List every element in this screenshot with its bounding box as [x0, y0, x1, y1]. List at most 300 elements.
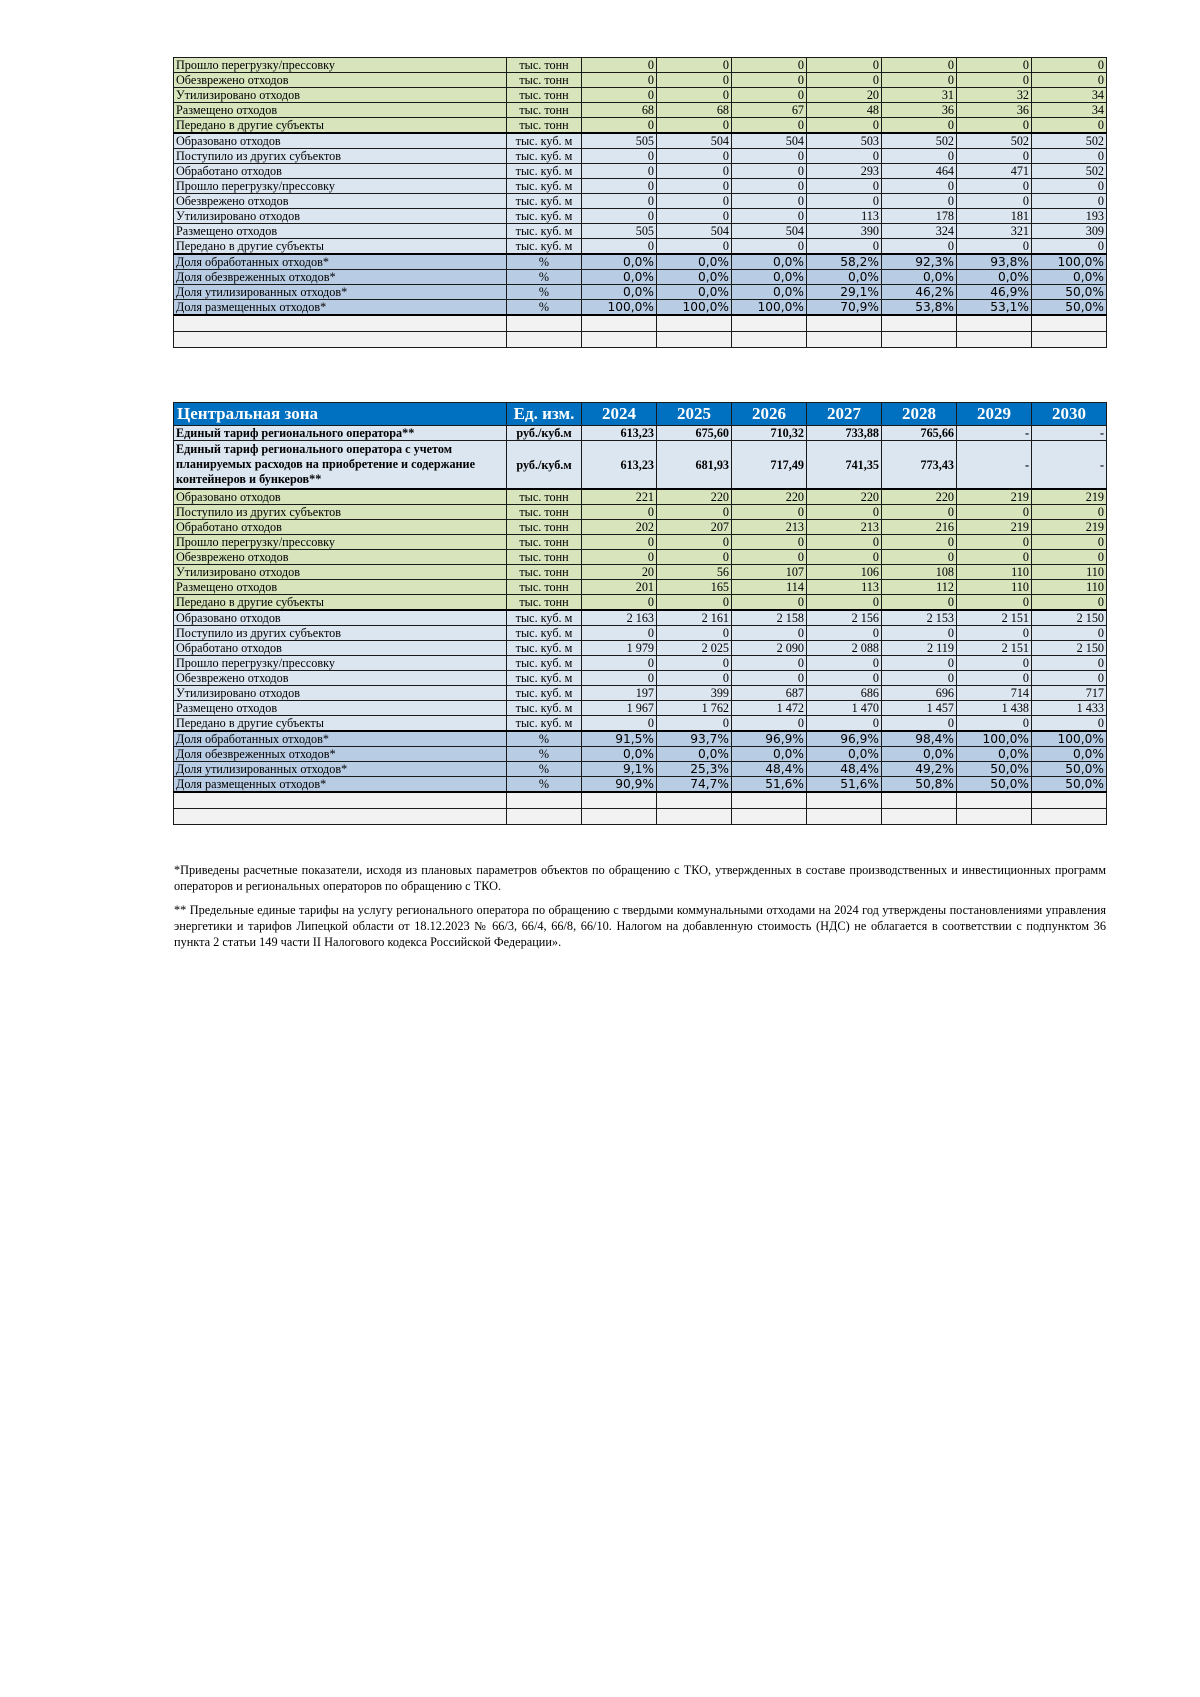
- value-cell: 2 150: [1032, 610, 1107, 626]
- indicator-name: Обезврежено отходов: [174, 550, 507, 565]
- value-cell: 0: [582, 164, 657, 179]
- value-cell: [732, 332, 807, 348]
- table-row: [174, 550, 1107, 565]
- value-cell: 213: [807, 520, 882, 535]
- value-cell: 0: [1032, 118, 1107, 134]
- value-cell: 100,0%: [732, 300, 807, 316]
- value-cell: [807, 792, 882, 809]
- value-cell: 201: [582, 580, 657, 595]
- value-cell: 710,32: [732, 426, 807, 441]
- value-cell: 0,0%: [657, 270, 732, 285]
- value-cell: 0,0%: [732, 270, 807, 285]
- value-cell: 1 457: [882, 701, 957, 716]
- value-cell: 0: [957, 149, 1032, 164]
- value-cell: 0: [732, 535, 807, 550]
- year-header: 2030: [1032, 403, 1107, 426]
- value-cell: 0,0%: [807, 747, 882, 762]
- value-cell: 0: [657, 716, 732, 732]
- unit-cell: тыс. тонн: [507, 580, 582, 595]
- value-cell: 0: [582, 716, 657, 732]
- value-cell: 0: [957, 194, 1032, 209]
- value-cell: 56: [657, 565, 732, 580]
- unit-cell: %: [507, 777, 582, 793]
- empty-row: [174, 315, 1107, 332]
- unit-cell: тыс. тонн: [507, 73, 582, 88]
- value-cell: [1032, 792, 1107, 809]
- unit-cell: руб./куб.м: [507, 441, 582, 490]
- value-cell: [1032, 315, 1107, 332]
- indicator-name: Обезврежено отходов: [174, 194, 507, 209]
- value-cell: 0: [1032, 656, 1107, 671]
- indicator-name: Утилизировано отходов: [174, 565, 507, 580]
- value-cell: 9,1%: [582, 762, 657, 777]
- value-cell: 0: [882, 550, 957, 565]
- value-cell: 1 470: [807, 701, 882, 716]
- value-cell: 70,9%: [807, 300, 882, 316]
- value-cell: 0: [1032, 671, 1107, 686]
- value-cell: 0: [807, 595, 882, 611]
- indicator-name: Доля обезвреженных отходов*: [174, 270, 507, 285]
- value-cell: 0: [957, 73, 1032, 88]
- value-cell: 2 161: [657, 610, 732, 626]
- value-cell: 2 151: [957, 641, 1032, 656]
- value-cell: 216: [882, 520, 957, 535]
- value-cell: 0: [1032, 73, 1107, 88]
- value-cell: 0: [882, 194, 957, 209]
- value-cell: 390: [807, 224, 882, 239]
- value-cell: 0,0%: [732, 285, 807, 300]
- value-cell: [807, 315, 882, 332]
- value-cell: 0: [657, 73, 732, 88]
- value-cell: 502: [1032, 164, 1107, 179]
- value-cell: 714: [957, 686, 1032, 701]
- value-cell: 93,7%: [657, 731, 732, 747]
- value-cell: 0,0%: [657, 747, 732, 762]
- value-cell: [882, 809, 957, 825]
- value-cell: 0: [807, 239, 882, 255]
- value-cell: 0,0%: [732, 747, 807, 762]
- value-cell: 106: [807, 565, 882, 580]
- table-row: [174, 103, 1107, 118]
- central-zone-table: [173, 402, 1107, 825]
- value-cell: [807, 809, 882, 825]
- value-cell: 0: [732, 73, 807, 88]
- waste-table-continued-body: [174, 58, 1107, 348]
- value-cell: 399: [657, 686, 732, 701]
- value-cell: 681,93: [657, 441, 732, 490]
- value-cell: 2 025: [657, 641, 732, 656]
- unit-cell: тыс. куб. м: [507, 239, 582, 255]
- indicator-name: [174, 315, 507, 332]
- value-cell: 48: [807, 103, 882, 118]
- table-row: [174, 209, 1107, 224]
- unit-cell: тыс. тонн: [507, 535, 582, 550]
- unit-cell: тыс. тонн: [507, 505, 582, 520]
- value-cell: 0: [882, 73, 957, 88]
- value-cell: 0: [957, 118, 1032, 134]
- value-cell: 213: [732, 520, 807, 535]
- value-cell: 293: [807, 164, 882, 179]
- value-cell: 197: [582, 686, 657, 701]
- value-cell: 53,1%: [957, 300, 1032, 316]
- indicator-name: Поступило из других субъектов: [174, 505, 507, 520]
- value-cell: 0: [1032, 194, 1107, 209]
- value-cell: 505: [582, 133, 657, 149]
- table-row: [174, 270, 1107, 285]
- unit-cell: тыс. куб. м: [507, 179, 582, 194]
- indicator-name: Доля обработанных отходов*: [174, 731, 507, 747]
- value-cell: 113: [807, 209, 882, 224]
- value-cell: 110: [1032, 580, 1107, 595]
- value-cell: 0: [732, 671, 807, 686]
- table-row: [174, 580, 1107, 595]
- table-row: [174, 88, 1107, 103]
- unit-cell: тыс. куб. м: [507, 656, 582, 671]
- value-cell: 0: [957, 239, 1032, 255]
- unit-cell: %: [507, 285, 582, 300]
- value-cell: -: [1032, 441, 1107, 490]
- value-cell: 2 150: [1032, 641, 1107, 656]
- value-cell: 0: [732, 505, 807, 520]
- value-cell: 1 438: [957, 701, 1032, 716]
- value-cell: 36: [957, 103, 1032, 118]
- value-cell: 504: [657, 133, 732, 149]
- value-cell: 48,4%: [807, 762, 882, 777]
- value-cell: 504: [657, 224, 732, 239]
- value-cell: 1 472: [732, 701, 807, 716]
- value-cell: 0: [732, 118, 807, 134]
- unit-cell: %: [507, 254, 582, 270]
- indicator-name: Образовано отходов: [174, 489, 507, 505]
- table-row: [174, 149, 1107, 164]
- value-cell: 0: [582, 209, 657, 224]
- value-cell: 219: [957, 489, 1032, 505]
- indicator-name: Размещено отходов: [174, 103, 507, 118]
- value-cell: 0: [957, 656, 1032, 671]
- value-cell: 613,23: [582, 441, 657, 490]
- table-row: [174, 179, 1107, 194]
- value-cell: 0: [732, 595, 807, 611]
- value-cell: 1 433: [1032, 701, 1107, 716]
- value-cell: 0: [732, 194, 807, 209]
- value-cell: 0: [732, 88, 807, 103]
- unit-cell: тыс. куб. м: [507, 716, 582, 732]
- indicator-name: Передано в другие субъекты: [174, 239, 507, 255]
- value-cell: [582, 792, 657, 809]
- table-row: [174, 716, 1107, 732]
- unit-cell: тыс. куб. м: [507, 209, 582, 224]
- value-cell: 165: [657, 580, 732, 595]
- indicator-name: Утилизировано отходов: [174, 209, 507, 224]
- value-cell: 2 151: [957, 610, 1032, 626]
- value-cell: 0: [807, 626, 882, 641]
- central-zone-header-row: [174, 403, 1107, 426]
- value-cell: 0: [732, 58, 807, 73]
- value-cell: 92,3%: [882, 254, 957, 270]
- unit-cell: тыс. куб. м: [507, 194, 582, 209]
- value-cell: 67: [732, 103, 807, 118]
- central-zone-table-body: [174, 426, 1107, 825]
- value-cell: 309: [1032, 224, 1107, 239]
- table-row: [174, 118, 1107, 134]
- value-cell: 2 156: [807, 610, 882, 626]
- value-cell: 0: [732, 656, 807, 671]
- indicator-name: Единый тариф регионального оператора**: [174, 426, 507, 441]
- year-header: 2026: [732, 403, 807, 426]
- unit-cell: тыс. тонн: [507, 103, 582, 118]
- value-cell: 0: [882, 535, 957, 550]
- table-row: [174, 133, 1107, 149]
- unit-cell: тыс. тонн: [507, 565, 582, 580]
- value-cell: 50,0%: [1032, 285, 1107, 300]
- value-cell: -: [957, 426, 1032, 441]
- value-cell: 0: [657, 164, 732, 179]
- value-cell: 321: [957, 224, 1032, 239]
- value-cell: 0: [882, 595, 957, 611]
- value-cell: 0: [957, 550, 1032, 565]
- value-cell: 0: [582, 505, 657, 520]
- value-cell: 0: [1032, 550, 1107, 565]
- value-cell: 733,88: [807, 426, 882, 441]
- table-row: [174, 489, 1107, 505]
- value-cell: 100,0%: [1032, 731, 1107, 747]
- unit-cell: %: [507, 300, 582, 316]
- value-cell: 114: [732, 580, 807, 595]
- value-cell: 504: [732, 224, 807, 239]
- value-cell: 0: [882, 179, 957, 194]
- unit-cell: [507, 332, 582, 348]
- value-cell: 1 979: [582, 641, 657, 656]
- value-cell: 46,2%: [882, 285, 957, 300]
- value-cell: [732, 809, 807, 825]
- value-cell: 0: [957, 671, 1032, 686]
- value-cell: 219: [1032, 520, 1107, 535]
- value-cell: 0: [582, 595, 657, 611]
- unit-cell: тыс. куб. м: [507, 701, 582, 716]
- table-row: [174, 520, 1107, 535]
- value-cell: 0: [807, 58, 882, 73]
- value-cell: 0: [1032, 535, 1107, 550]
- value-cell: 0: [807, 194, 882, 209]
- value-cell: 0: [657, 149, 732, 164]
- indicator-name: Доля размещенных отходов*: [174, 777, 507, 793]
- value-cell: 0,0%: [582, 254, 657, 270]
- value-cell: 58,2%: [807, 254, 882, 270]
- value-cell: 741,35: [807, 441, 882, 490]
- indicator-name: Обезврежено отходов: [174, 671, 507, 686]
- year-header: 2028: [882, 403, 957, 426]
- value-cell: 0,0%: [1032, 747, 1107, 762]
- value-cell: 34: [1032, 88, 1107, 103]
- value-cell: 0: [807, 656, 882, 671]
- value-cell: 0: [1032, 626, 1107, 641]
- indicator-name: Образовано отходов: [174, 610, 507, 626]
- value-cell: 0,0%: [882, 747, 957, 762]
- value-cell: [957, 332, 1032, 348]
- unit-cell: тыс. куб. м: [507, 133, 582, 149]
- value-cell: 0,0%: [657, 254, 732, 270]
- indicator-name: Образовано отходов: [174, 133, 507, 149]
- value-cell: 20: [807, 88, 882, 103]
- year-header: 2025: [657, 403, 732, 426]
- value-cell: [582, 809, 657, 825]
- value-cell: 0: [582, 179, 657, 194]
- value-cell: -: [1032, 426, 1107, 441]
- value-cell: 0: [957, 535, 1032, 550]
- footnote-tariffs: ** Предельные единые тарифы на услугу регионального оператора по обращению с твердыми коммунальными отходами на 2024 год утверждены постановлениями управления энергетики и тарифов Липецкой области от 18.12.2023 № 66/3, 66/4, 66/8, 66/10. Налогом на добавленную стоимость (НДС) не облагается в соответствии с подпунктом 36 пункта 2 статьи 149 части II Налогового кодекса Российской Федерации».: [174, 903, 1106, 949]
- value-cell: [957, 315, 1032, 332]
- value-cell: 202: [582, 520, 657, 535]
- unit-cell: тыс. куб. м: [507, 224, 582, 239]
- indicator-name: Доля обезвреженных отходов*: [174, 747, 507, 762]
- indicator-name: Обезврежено отходов: [174, 73, 507, 88]
- value-cell: 471: [957, 164, 1032, 179]
- unit-cell: %: [507, 731, 582, 747]
- value-cell: 0: [957, 505, 1032, 520]
- indicator-name: Передано в другие субъекты: [174, 716, 507, 732]
- value-cell: 0: [957, 626, 1032, 641]
- value-cell: [582, 315, 657, 332]
- value-cell: 0: [582, 118, 657, 134]
- value-cell: 0: [882, 58, 957, 73]
- value-cell: 0: [807, 550, 882, 565]
- zone-title: Центральная зона: [174, 403, 507, 426]
- table-row: [174, 254, 1107, 270]
- indicator-name: Доля размещенных отходов*: [174, 300, 507, 316]
- value-cell: 53,8%: [882, 300, 957, 316]
- value-cell: 0: [582, 535, 657, 550]
- value-cell: 46,9%: [957, 285, 1032, 300]
- value-cell: 96,9%: [732, 731, 807, 747]
- empty-row: [174, 332, 1107, 348]
- value-cell: 0,0%: [582, 270, 657, 285]
- indicator-name: Передано в другие субъекты: [174, 595, 507, 611]
- value-cell: 93,8%: [957, 254, 1032, 270]
- value-cell: 2 088: [807, 641, 882, 656]
- table-row: [174, 565, 1107, 580]
- value-cell: [882, 792, 957, 809]
- value-cell: 0: [732, 179, 807, 194]
- value-cell: 0: [657, 671, 732, 686]
- unit-cell: [507, 315, 582, 332]
- table-row: [174, 300, 1107, 316]
- indicator-name: Передано в другие субъекты: [174, 118, 507, 134]
- value-cell: 717: [1032, 686, 1107, 701]
- value-cell: 0: [657, 550, 732, 565]
- table-row: [174, 747, 1107, 762]
- value-cell: 0: [732, 149, 807, 164]
- value-cell: 613,23: [582, 426, 657, 441]
- table-row: [174, 671, 1107, 686]
- unit-cell: руб./куб.м: [507, 426, 582, 441]
- unit-cell: тыс. куб. м: [507, 671, 582, 686]
- value-cell: 1 762: [657, 701, 732, 716]
- value-cell: 110: [957, 580, 1032, 595]
- value-cell: 0: [582, 194, 657, 209]
- value-cell: 193: [1032, 209, 1107, 224]
- value-cell: 0: [732, 209, 807, 224]
- value-cell: 0: [807, 118, 882, 134]
- indicator-name: Доля утилизированных отходов*: [174, 285, 507, 300]
- value-cell: 0: [882, 716, 957, 732]
- value-cell: 0: [807, 73, 882, 88]
- unit-header: Ед. изм.: [507, 403, 582, 426]
- indicator-name: Размещено отходов: [174, 580, 507, 595]
- table-row: [174, 164, 1107, 179]
- value-cell: 0: [582, 58, 657, 73]
- unit-cell: [507, 809, 582, 825]
- value-cell: 0: [657, 194, 732, 209]
- value-cell: 48,4%: [732, 762, 807, 777]
- value-cell: 108: [882, 565, 957, 580]
- table-row: [174, 595, 1107, 611]
- value-cell: 1 967: [582, 701, 657, 716]
- indicator-name: Поступило из других субъектов: [174, 626, 507, 641]
- value-cell: [732, 315, 807, 332]
- value-cell: 0: [882, 239, 957, 255]
- value-cell: 220: [657, 489, 732, 505]
- value-cell: 0: [582, 149, 657, 164]
- value-cell: 0,0%: [957, 270, 1032, 285]
- unit-cell: тыс. куб. м: [507, 610, 582, 626]
- value-cell: [657, 332, 732, 348]
- value-cell: 0: [1032, 239, 1107, 255]
- value-cell: 0,0%: [657, 285, 732, 300]
- value-cell: 68: [582, 103, 657, 118]
- value-cell: 100,0%: [657, 300, 732, 316]
- value-cell: 0,0%: [582, 285, 657, 300]
- value-cell: 675,60: [657, 426, 732, 441]
- table-row: [174, 610, 1107, 626]
- table-row: [174, 626, 1107, 641]
- value-cell: 0: [582, 671, 657, 686]
- value-cell: 2 163: [582, 610, 657, 626]
- value-cell: 96,9%: [807, 731, 882, 747]
- value-cell: 0: [732, 550, 807, 565]
- value-cell: 2 090: [732, 641, 807, 656]
- indicator-name: Прошло перегрузку/прессовку: [174, 179, 507, 194]
- indicator-name: Утилизировано отходов: [174, 686, 507, 701]
- value-cell: [1032, 809, 1107, 825]
- value-cell: 505: [582, 224, 657, 239]
- table-row: [174, 224, 1107, 239]
- value-cell: 51,6%: [807, 777, 882, 793]
- year-header: 2027: [807, 403, 882, 426]
- unit-cell: %: [507, 762, 582, 777]
- value-cell: 0: [582, 88, 657, 103]
- value-cell: 2 153: [882, 610, 957, 626]
- value-cell: 0,0%: [732, 254, 807, 270]
- value-cell: 107: [732, 565, 807, 580]
- unit-cell: тыс. тонн: [507, 58, 582, 73]
- value-cell: 0: [882, 149, 957, 164]
- value-cell: 0: [657, 595, 732, 611]
- value-cell: [657, 792, 732, 809]
- unit-cell: тыс. тонн: [507, 118, 582, 134]
- unit-cell: тыс. тонн: [507, 520, 582, 535]
- table-row: [174, 441, 1107, 490]
- value-cell: 0: [732, 164, 807, 179]
- value-cell: 181: [957, 209, 1032, 224]
- table-row: [174, 686, 1107, 701]
- value-cell: 100,0%: [957, 731, 1032, 747]
- value-cell: -: [957, 441, 1032, 490]
- value-cell: 0: [657, 179, 732, 194]
- value-cell: [957, 792, 1032, 809]
- value-cell: 765,66: [882, 426, 957, 441]
- value-cell: [657, 315, 732, 332]
- value-cell: 29,1%: [807, 285, 882, 300]
